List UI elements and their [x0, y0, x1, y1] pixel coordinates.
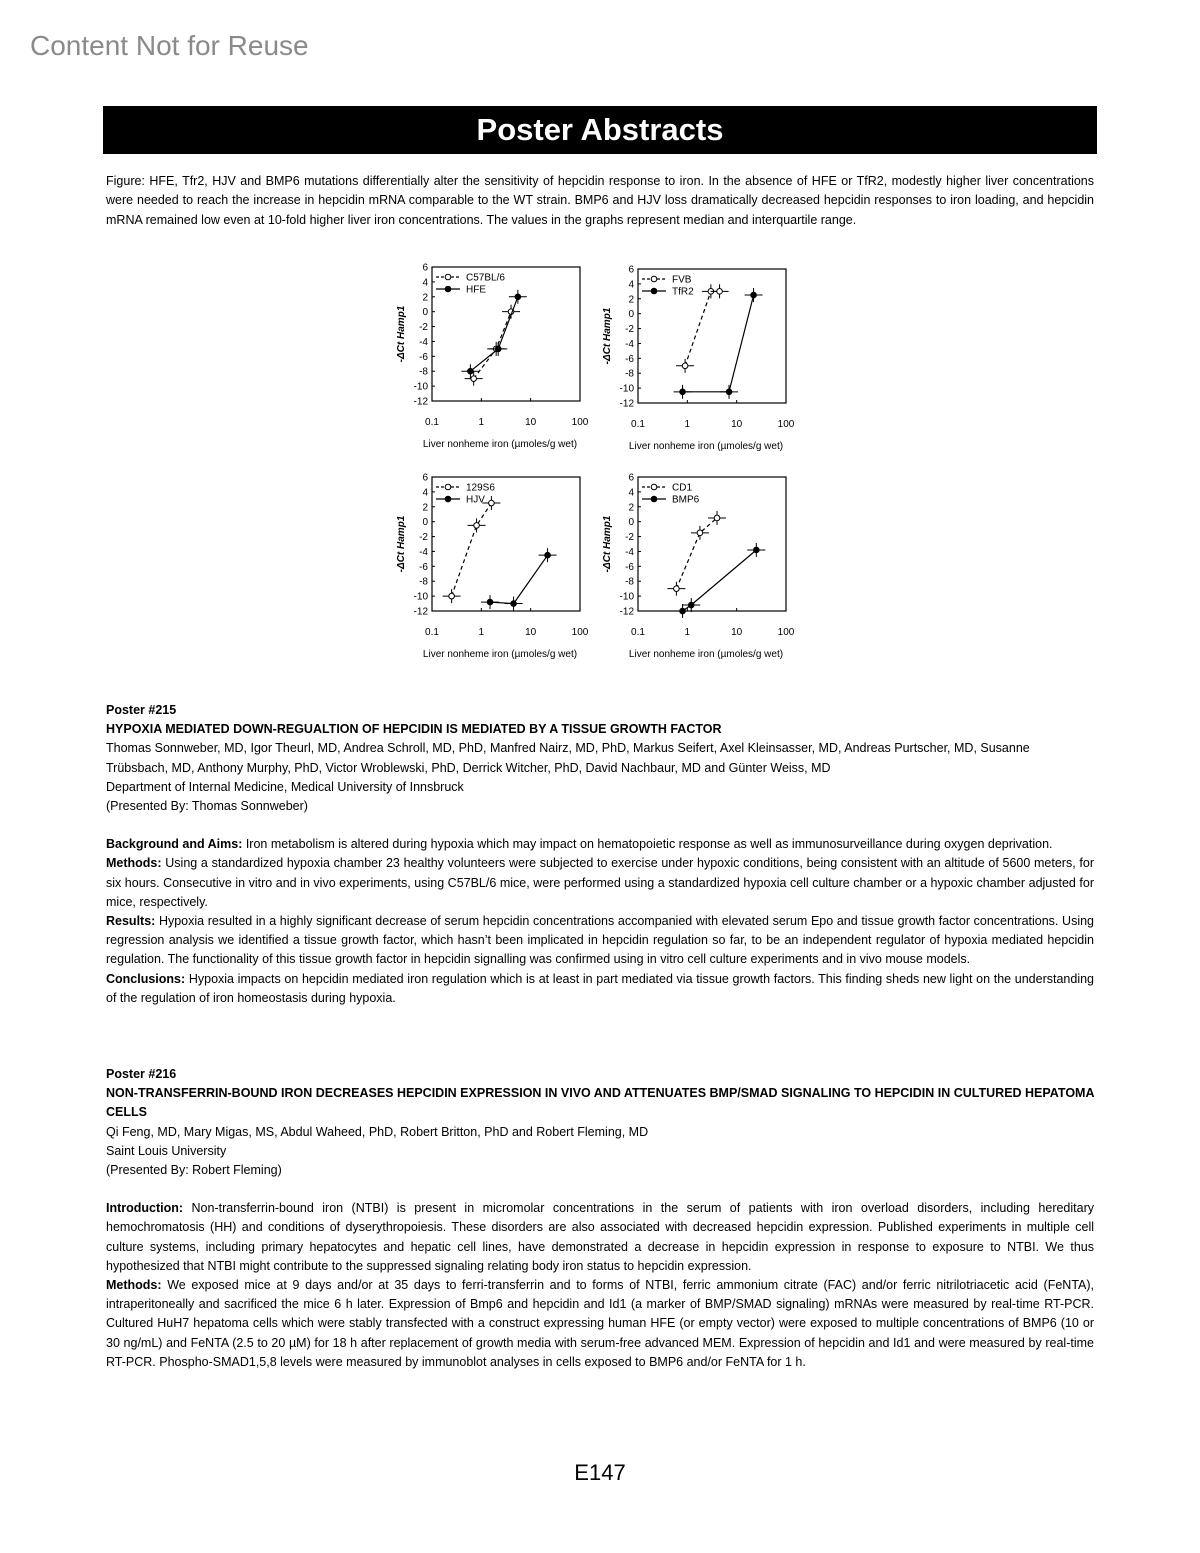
- legend-marker: [651, 496, 657, 502]
- y-axis-label: -ΔCt Hamp1: [396, 515, 407, 573]
- plot-frame: [432, 267, 580, 401]
- x-tick-label: 100: [571, 417, 589, 428]
- section-banner: Poster Abstracts: [103, 106, 1097, 154]
- x-axis-label: Liver nonheme iron (µmoles/g wet): [628, 441, 784, 452]
- data-point: [545, 552, 551, 558]
- data-point: [515, 294, 521, 300]
- y-tick-label: -2: [419, 322, 428, 334]
- x-tick-label: 10: [731, 627, 743, 638]
- y-tick-label: -12: [619, 398, 634, 410]
- x-tick-label: 100: [777, 419, 795, 430]
- y-axis-label: -ΔCt Hamp1: [602, 515, 613, 573]
- x-tick-label: 0.1: [631, 627, 645, 638]
- conclusions-paragraph: [106, 970, 1094, 1008]
- data-point: [489, 500, 495, 506]
- background-text: Iron metabolism is altered during hypoxia which may impact on hematopoietic response as well as immunosurveillance during oxygen deprivation.: [242, 837, 1053, 852]
- legend-marker: [651, 288, 657, 294]
- legend-label: CD1: [672, 482, 693, 494]
- data-point: [682, 363, 688, 369]
- x-tick-label: 10: [525, 417, 537, 428]
- y-tick-label: 2: [628, 294, 634, 306]
- x-tick-label: 1: [478, 627, 485, 638]
- legend-marker: [445, 496, 451, 502]
- x-tick-label: 10: [525, 627, 537, 638]
- x-tick-label: 0.1: [425, 627, 439, 638]
- y-tick-label: 0: [628, 517, 634, 529]
- y-tick-label: -6: [419, 561, 428, 573]
- watermark: Content Not for Reuse: [30, 30, 309, 61]
- y-tick-label: 6: [628, 472, 634, 484]
- data-point: [680, 389, 686, 395]
- y-tick-label: -10: [413, 381, 428, 393]
- page-number: E147: [574, 1460, 626, 1485]
- methods-paragraph: [106, 854, 1094, 912]
- data-point: [674, 586, 680, 592]
- poster-presenter: (Presented By: Robert Fleming): [106, 1163, 282, 1178]
- y-tick-label: -12: [619, 606, 634, 618]
- x-tick-label: 0.1: [425, 417, 439, 428]
- y-tick-label: 0: [422, 307, 428, 319]
- legend-marker: [445, 484, 451, 490]
- y-tick-label: -8: [419, 366, 428, 378]
- methods-text: Using a standardized hypoxia chamber 23 healthy volunteers were subjected to exercise under hypoxic conditions, being consistent with an altitude of 5600 meters, for six hours. Consecutive in vitro and in vivo experiments, using C57BL/6 mice, were performed using a standardized hypoxia cell culture chamber or a hypoxic chamber adjusted for mice, respectively.: [106, 856, 1094, 909]
- y-tick-label: -6: [625, 353, 634, 365]
- y-tick-label: 0: [422, 517, 428, 529]
- poster-number: Poster #215: [106, 703, 177, 717]
- legend-marker: [445, 286, 451, 292]
- methods-label: Methods:: [106, 1278, 162, 1293]
- legend-label: 129S6: [466, 482, 495, 494]
- y-tick-label: -2: [625, 324, 634, 336]
- data-point: [680, 608, 686, 614]
- legend-marker: [445, 274, 451, 280]
- y-tick-label: -8: [625, 368, 634, 380]
- chart-panel-4: [602, 473, 795, 661]
- y-tick-label: 0: [628, 309, 634, 321]
- poster-affiliation: Saint Louis University: [106, 1143, 227, 1158]
- y-tick-label: -8: [625, 576, 634, 588]
- methods-text: We exposed mice at 9 days and/or at 35 days to ferri-transferrin and to forms of NTBI, ferric ammonium citrate (FAC) and/or ferric nitrilotriacetic acid (FeNTA), intraperitoneally and sacrificed the mice 6 h later. Expression of Bmp6 and hepcidin and Id1 (a marker of BMP/SMAD signaling) mRNAs were measured by real-time RT-PCR. Cultured HuH7 hepatoma cells which were stably transfected with a construct expressing human HFE (or empty vector) were exposed to multiple concentrations of BMP6 (10 or 30 ng/mL) and FeNTA (2.5 to 20 µM) for 18 h after replacement of growth media with serum-free advanced MEM. Expression of hepcidin and Id1 and were measured by real-time RT-PCR. Phospho-SMAD1,5,8 levels were measured by immunoblot analyses in cells exposed to BMP6 and/or FeNTA for 1 h.: [106, 1278, 1094, 1369]
- x-tick-label: 100: [571, 627, 589, 638]
- data-point: [449, 593, 455, 599]
- y-tick-label: -10: [619, 383, 634, 395]
- series-line: [676, 518, 717, 589]
- results-paragraph: [106, 912, 1094, 970]
- chart-svg: [380, 255, 850, 675]
- poster-affiliation: Department of Internal Medicine, Medical University of Innsbruck: [106, 779, 464, 794]
- poster-presenter: (Presented By: Thomas Sonnweber): [106, 799, 308, 814]
- x-axis-label: Liver nonheme iron (µmoles/g wet): [422, 439, 578, 450]
- poster-authors: Thomas Sonnweber, MD, Igor Theurl, MD, Andrea Schroll, MD, PhD, Manfred Nairz, MD, PhD, Markus Seifert, Axel Kleinsasser, MD, Andreas Purtscher, MD, Susanne Trübsbach, MD, Anthony Murphy, PhD, Victor Wroblewski, PhD, Derrick Witcher, PhD, David Nachbaur, MD and Günter Weiss, MD: [106, 741, 1030, 775]
- x-tick-label: 1: [478, 417, 485, 428]
- data-point: [753, 547, 759, 553]
- results-label: Results:: [106, 914, 156, 929]
- methods-paragraph: [106, 1276, 1094, 1372]
- legend-label: BMP6: [672, 494, 700, 506]
- introduction-paragraph: [106, 1199, 1094, 1276]
- y-axis-label: -ΔCt Hamp1: [602, 307, 613, 365]
- series-line: [685, 291, 720, 366]
- background-label: Background and Aims:: [106, 837, 243, 852]
- legend-label: FVB: [672, 274, 692, 286]
- y-tick-label: 2: [422, 292, 428, 304]
- x-tick-label: 10: [731, 419, 743, 430]
- y-tick-label: 4: [628, 279, 634, 291]
- y-tick-label: -4: [625, 338, 634, 350]
- series-line: [452, 503, 492, 596]
- data-point: [487, 599, 493, 605]
- results-text: Hypoxia resulted in a highly significant decrease of serum hepcidin concentrations accompanied with elevated serum Epo and tissue growth factor concentrations. Using regression analysis we identified a tissue growth factor, which hasn’t been implicated in hepcidin regulation so far, to be an independent regulator of hypoxia mediated hepcidin regulation. The functionality of this tissue growth factor in hepcidin signalling was confirmed using in vitro cell culture experiments and in vivo mouse models.: [106, 914, 1094, 967]
- poster-title: NON-TRANSFERRIN-BOUND IRON DECREASES HEPCIDIN EXPRESSION IN VIVO AND ATTENUATES BMP/SMAD SIGNALING TO HEPCIDIN IN CULTURED HEPATOMA CELLS: [106, 1086, 1095, 1120]
- conclusions-text: Hypoxia impacts on hepcidin mediated iron regulation which is at least in part mediated via tissue growth factors. This finding sheds new light on the understanding of the regulation of iron homeostasis during hypoxia.: [106, 971, 1094, 1005]
- y-tick-label: -4: [625, 546, 634, 558]
- data-point: [697, 530, 703, 536]
- y-tick-label: -6: [625, 561, 634, 573]
- y-tick-label: -6: [419, 351, 428, 363]
- poster-title: HYPOXIA MEDIATED DOWN-REGUALTION OF HEPCIDIN IS MEDIATED BY A TISSUE GROWTH FACTOR: [106, 722, 722, 737]
- y-tick-label: -10: [619, 591, 634, 603]
- y-tick-label: 6: [422, 262, 428, 274]
- figure-caption: Figure: HFE, Tfr2, HJV and BMP6 mutations differentially alter the sensitivity of hepcidin response to iron. In the absence of HFE or TfR2, modestly higher liver concentrations were needed to reach the increase in hepcidin mRNA comparable to the WT strain. BMP6 and HJV loss dramatically decreased hepcidin responses to iron loading, and hepcidin mRNA remained low even at 10-fold higher liver iron concentrations. The values in the graphs represent median and interquartile range.: [106, 174, 1094, 227]
- data-point: [474, 523, 480, 529]
- figure-panels: [380, 255, 850, 675]
- chart-panel-3: [396, 473, 589, 661]
- y-tick-label: 6: [422, 472, 428, 484]
- y-tick-label: 6: [628, 264, 634, 276]
- legend-label: TfR2: [672, 286, 694, 298]
- y-tick-label: -2: [419, 532, 428, 544]
- introduction-label: Introduction:: [106, 1201, 184, 1216]
- x-tick-label: 0.1: [631, 419, 645, 430]
- poster-authors: Qi Feng, MD, Mary Migas, MS, Abdul Waheed, PhD, Robert Britton, PhD and Robert Fleming, MD: [106, 1124, 649, 1139]
- x-tick-label: 1: [684, 627, 691, 638]
- x-axis-label: Liver nonheme iron (µmoles/g wet): [422, 649, 578, 660]
- poster-215: [106, 701, 1094, 1008]
- data-point: [717, 289, 723, 295]
- conclusions-label: Conclusions:: [106, 971, 186, 986]
- y-axis-label: -ΔCt Hamp1: [396, 305, 407, 363]
- x-tick-label: 1: [684, 419, 691, 430]
- y-tick-label: -12: [413, 396, 428, 408]
- y-tick-label: 4: [628, 487, 634, 499]
- legend-label: C57BL/6: [466, 272, 505, 284]
- x-tick-label: 100: [777, 627, 795, 638]
- data-point: [495, 346, 501, 352]
- plot-frame: [638, 477, 786, 611]
- legend-label: HFE: [466, 284, 486, 296]
- y-tick-label: 2: [628, 502, 634, 514]
- data-point: [688, 602, 694, 608]
- y-tick-label: -12: [413, 606, 428, 618]
- legend-label: HJV: [466, 494, 485, 506]
- plot-frame: [432, 477, 580, 611]
- y-tick-label: -4: [419, 336, 428, 348]
- poster-number: Poster #216: [106, 1067, 177, 1081]
- introduction-text: Non-transferrin-bound iron (NTBI) is present in micromolar concentrations in the serum of patients with iron overload disorders, including hereditary hemochromatosis (HH) and conditions of dyserythropoiesis. These disorders are also associated with decreased hepcidin expression. Published experiments in multiple cell culture systems, including primary hepatocytes and hepatic cell lines, have demonstrated a decrease in hepcidin expression in response to exposure to NTBI. We thus hypothesized that NTBI might contribute to the suppressed signaling relating body iron status to hepcidin expression.: [106, 1201, 1094, 1273]
- data-point: [726, 389, 732, 395]
- y-tick-label: -2: [625, 532, 634, 544]
- data-point: [714, 515, 720, 521]
- y-tick-label: 2: [422, 502, 428, 514]
- series-line: [474, 312, 511, 379]
- chart-panel-1: [396, 263, 589, 451]
- poster-216: [106, 1065, 1094, 1372]
- data-point: [471, 376, 477, 382]
- y-tick-label: 4: [422, 487, 428, 499]
- y-tick-label: -8: [419, 576, 428, 588]
- data-point: [511, 601, 517, 607]
- methods-label: Methods:: [106, 856, 162, 871]
- data-point: [468, 368, 474, 374]
- legend-marker: [651, 484, 657, 490]
- series-line: [490, 555, 548, 603]
- y-tick-label: -10: [413, 591, 428, 603]
- y-tick-label: -4: [419, 546, 428, 558]
- background-paragraph: [106, 835, 1094, 854]
- legend-marker: [651, 276, 657, 282]
- y-tick-label: 4: [422, 277, 428, 289]
- x-axis-label: Liver nonheme iron (µmoles/g wet): [628, 649, 784, 660]
- chart-panel-2: [602, 265, 795, 453]
- series-line: [683, 550, 757, 611]
- data-point: [751, 292, 757, 298]
